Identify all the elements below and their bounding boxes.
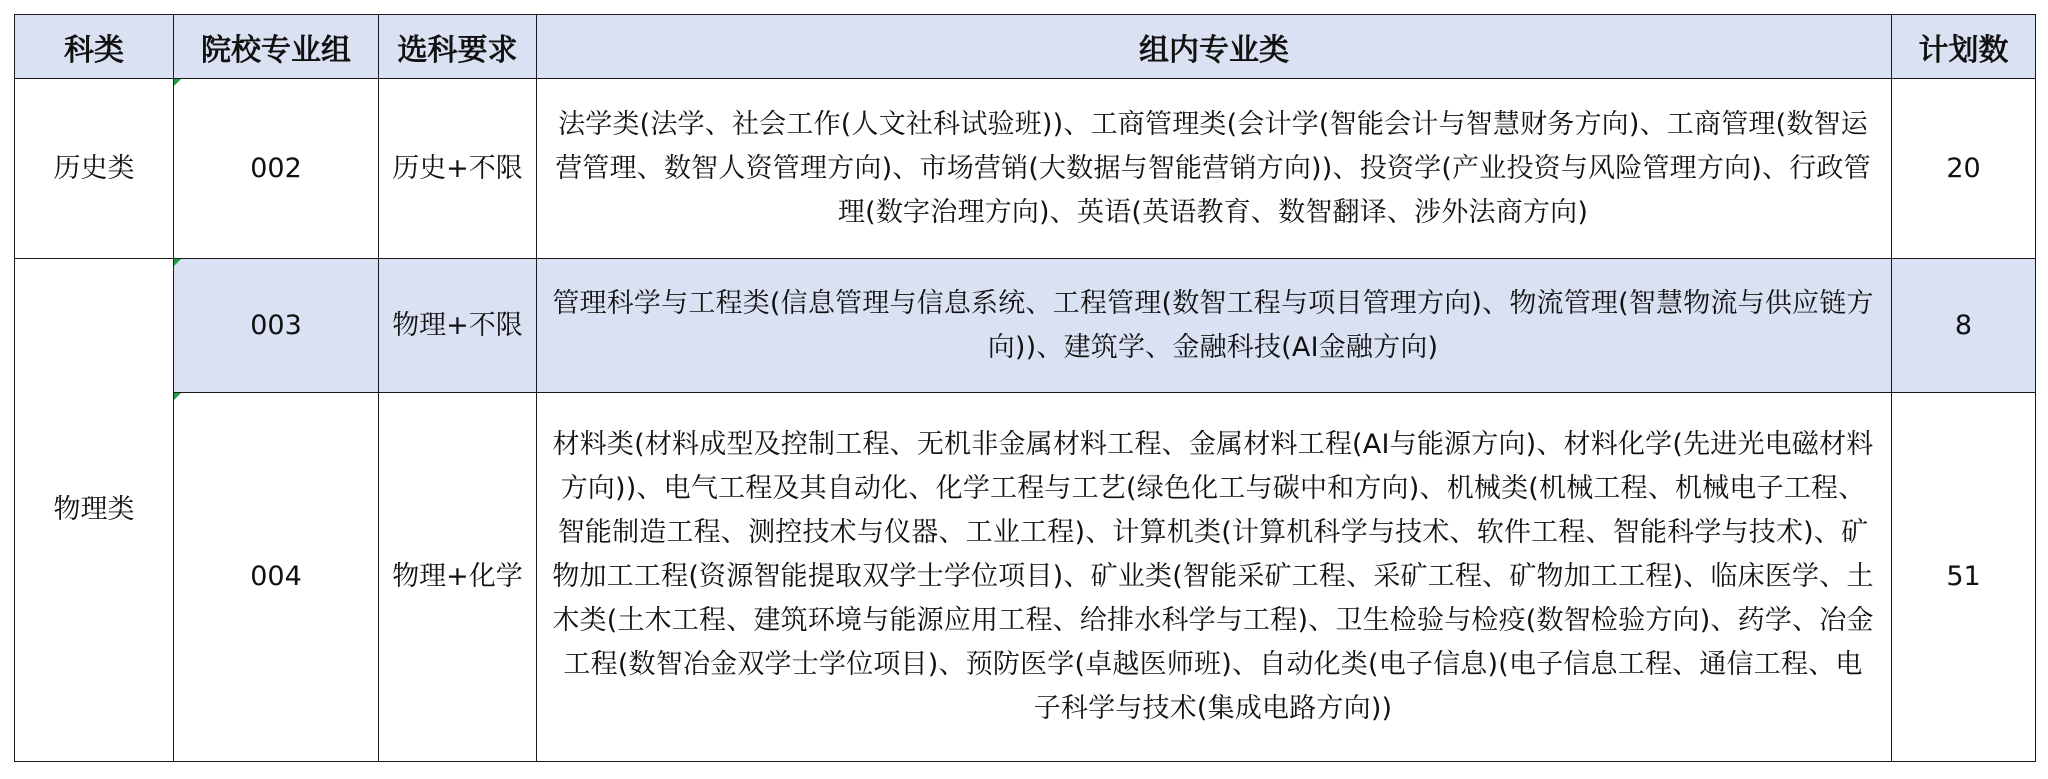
cell-group[interactable] — [174, 393, 379, 762]
header-subject[interactable]: 科类 — [15, 15, 174, 79]
cell-majors[interactable]: 法学类(法学、社会工作(人文社科试验班))、工商管理类(会计学(智能会计与智慧财务方向)、工商管理(数智运营管理、数智人资管理方向)、市场营销(大数据与智能营销方向))、投资学(产业投资与风险管理方向)、行政管理(数字治理方向)、英语(英语教育、数智翻译、涉外法商方向) — [537, 79, 1892, 259]
table-row — [15, 393, 2036, 762]
cell-subject[interactable]: 物理类 — [15, 259, 174, 762]
cell-plan[interactable]: 51 — [1892, 393, 2036, 762]
header-group[interactable]: 院校专业组 — [174, 15, 379, 79]
cell-group-value: 002 — [250, 152, 302, 184]
cell-plan[interactable]: 20 — [1892, 79, 2036, 259]
table-row — [15, 79, 2036, 259]
cell-majors[interactable]: 管理科学与工程类(信息管理与信息系统、工程管理(数智工程与项目管理方向)、物流管理(智慧物流与供应链方向))、建筑学、金融科技(AI金融方向) — [537, 259, 1892, 393]
enrollment-plan-sheet — [14, 14, 2035, 764]
table-row — [15, 259, 2036, 393]
cell-requirement[interactable]: 物理+化学 — [379, 393, 537, 762]
cell-requirement[interactable]: 历史+不限 — [379, 79, 537, 259]
cell-requirement[interactable]: 物理+不限 — [379, 259, 537, 393]
cell-marker-icon — [174, 259, 181, 266]
cell-group[interactable] — [174, 79, 379, 259]
enrollment-plan-table — [14, 14, 2036, 762]
cell-group-value: 004 — [250, 561, 302, 592]
cell-group-value: 003 — [250, 309, 302, 341]
cell-plan[interactable]: 8 — [1892, 259, 2036, 393]
cell-marker-icon — [174, 393, 181, 400]
header-requirement[interactable]: 选科要求 — [379, 15, 537, 79]
header-row — [15, 15, 2036, 79]
header-plan[interactable]: 计划数 — [1892, 15, 2036, 79]
header-majors[interactable]: 组内专业类 — [537, 15, 1892, 79]
cell-marker-icon — [174, 79, 181, 86]
cell-majors[interactable]: 材料类(材料成型及控制工程、无机非金属材料工程、金属材料工程(AI与能源方向)、材料化学(先进光电磁材料方向))、电气工程及其自动化、化学工程与工艺(绿色化工与碳中和方向)、机械类(机械工程、机械电子工程、智能制造工程、测控技术与仪器、工业工程)、计算机类(计算机科学与技术、软件工程、智能科学与技术)、矿物加工工程(资源智能提取双学士学位项目)、矿业类(智能采矿工程、采矿工程、矿物加工工程)、临床医学、土木类(土木工程、建筑环境与能源应用工程、给排水科学与工程)、卫生检验与检疫(数智检验方向)、药学、冶金工程(数智冶金双学士学位项目)、预防医学(卓越医师班)、自动化类(电子信息)(电子信息工程、通信工程、电子科学与技术(集成电路方向)) — [537, 393, 1892, 762]
cell-group[interactable] — [174, 259, 379, 393]
cell-subject[interactable]: 历史类 — [15, 79, 174, 259]
